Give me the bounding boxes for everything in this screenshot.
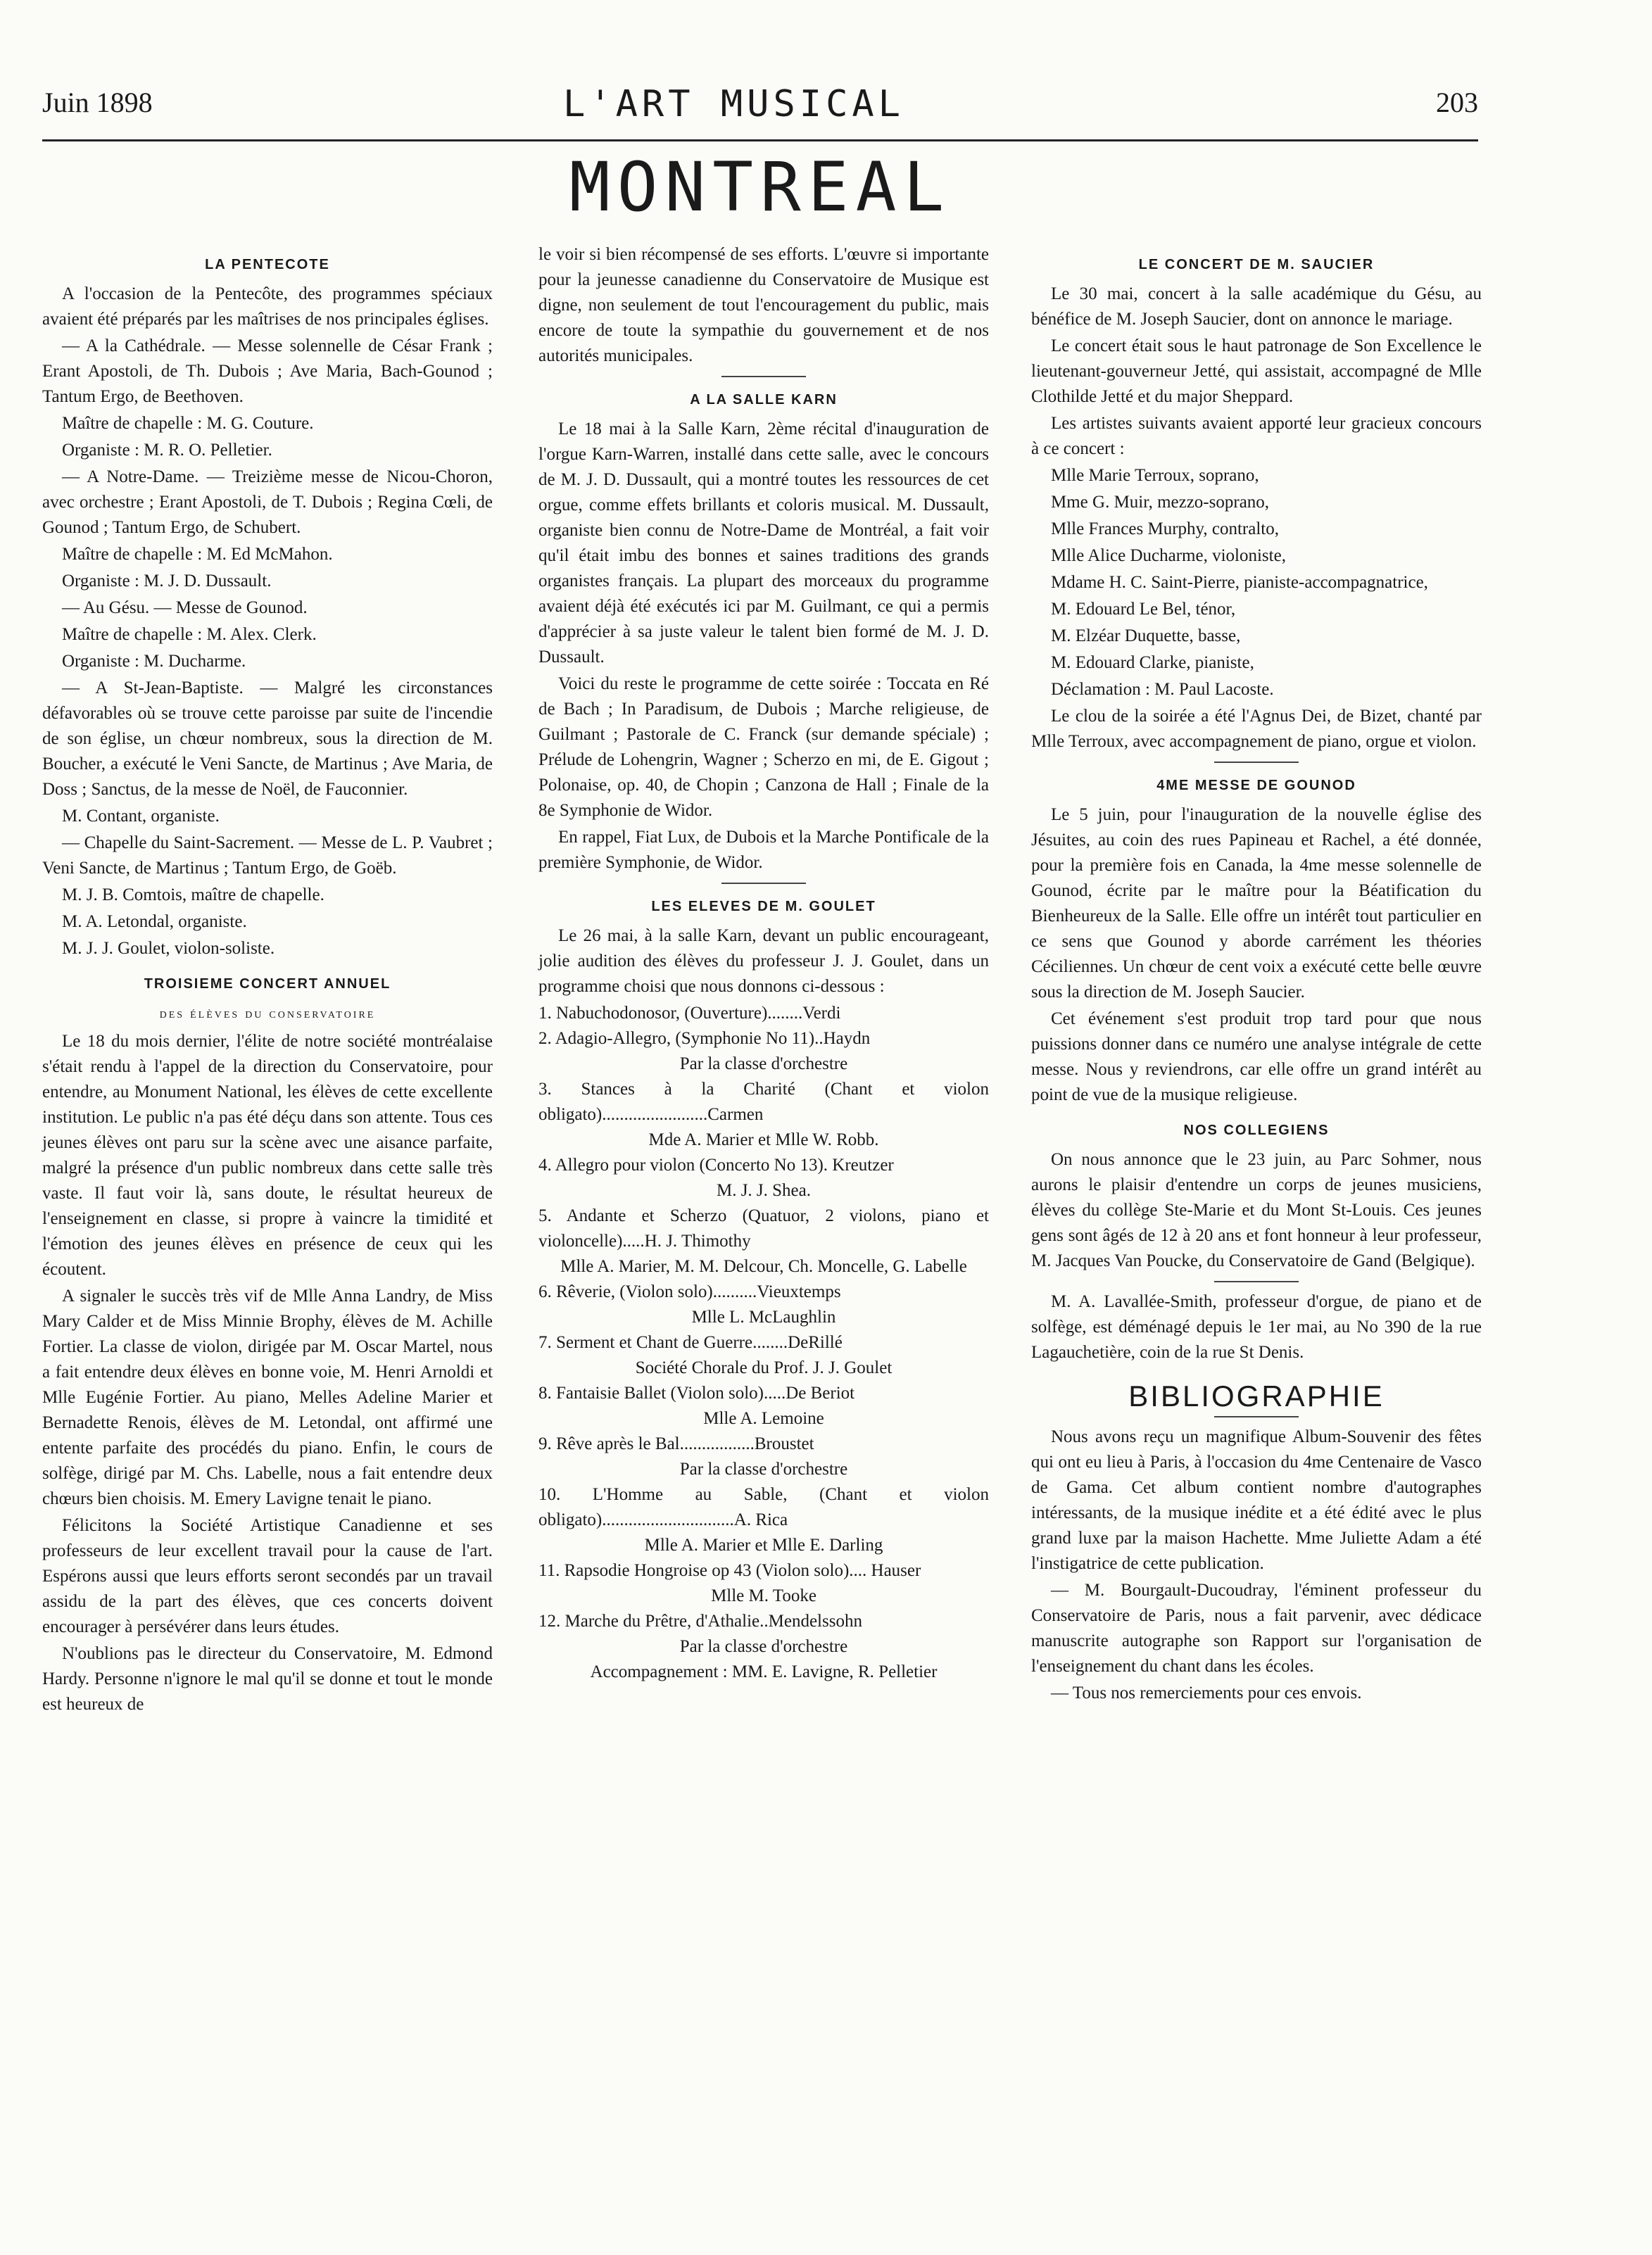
paragraph: — M. Bourgault-Ducoudray, l'éminent professeur du Conservatoire de Paris, nous a fait parvenir, avec dédicace manuscrite autographe son Rapport sur l'organisation de l'enseignement du chant dans les écoles. [1031, 1581, 1482, 1676]
program-performer: Mlle M. Tooke [711, 1586, 816, 1605]
artist-line: M. Elzéar Duquette, basse, [1051, 626, 1241, 645]
section-heading: LE CONCERT DE M. SAUCIER [1138, 257, 1375, 272]
section-heading: TROISIEME CONCERT ANNUEL [144, 976, 391, 992]
paragraph: N'oublions pas le directeur du Conservatoire, M. Edmond Hardy. Personne n'ignore le mal qu'il se donne et tout le monde est heureux de [42, 1644, 493, 1714]
running-header [42, 59, 1478, 125]
artist-line: M. Edouard Le Bel, ténor, [1051, 600, 1236, 619]
paragraph: Organiste : M. R. O. Pelletier. [62, 441, 272, 460]
program-item: 12. Marche du Prêtre, d'Athalie..Mendelssohn [538, 1612, 862, 1631]
paragraph: Les artistes suivants avaient apporté leur gracieux concours à ce concert : [1031, 414, 1482, 458]
program-performer: Mlle A. Lemoine [703, 1409, 824, 1428]
paragraph: A signaler le succès très vif de Mlle Anna Landry, de Miss Mary Calder et de Miss Minnie Brophy, élèves de M. Achille Fortier. La classe de violon, dirigée par M. Oscar Martel, nous a fait entendre deux élèves en bonne voie, M. Henri Arnoldi et Mlle Eugénie Fortier. Au piano, Melles Adeline Marier et Bernadette Renois, élèves de M. Letondal, ont affirmé une entente parfaite des procédés du piano. Enfin, le cours de solfège, dirigé par M. Chs. Labelle, nous a fait entendre deux chœurs bien choisis. M. Emery Lavigne tenait le piano. [42, 1287, 493, 1508]
paragraph: Organiste : M. Ducharme. [62, 652, 246, 671]
page-title: MONTREAL [569, 148, 952, 227]
program-item: 6. Rêverie, (Violon solo)..........Vieuxtemps [538, 1282, 841, 1301]
paragraph: Félicitons la Société Artistique Canadienne et ses professeurs de leur excellent travail pour la cause de l'art. Espérons aussi que leurs efforts seront secondés par un travail assidu de la part des élèves, que ces concerts doivent encourager à persévérer dans leurs études. [42, 1516, 493, 1636]
paragraph: Maître de chapelle : M. G. Couture. [62, 414, 314, 433]
paragraph: Le clou de la soirée a été l'Agnus Dei, de Bizet, chanté par Mlle Terroux, avec accompagnement de piano, orgue et violon. [1031, 707, 1482, 751]
program-item: 11. Rapsodie Hongroise op 43 (Violon solo).... Hauser [538, 1561, 921, 1580]
artist-line: Mlle Alice Ducharme, violoniste, [1051, 546, 1286, 565]
program-item: 3. Stances à la Charité (Chant et violon obligato)........................Carmen [538, 1080, 989, 1124]
paragraph: Cet événement s'est produit trop tard pour que nous puissions donner dans ce numéro une analyse intégrale de cette messe. Nous y reviendrons, car elle offre un grand intérêt au point de vue de la musique religieuse. [1031, 1009, 1482, 1104]
program-item: 7. Serment et Chant de Guerre........DeRillé [538, 1333, 843, 1352]
program-item: 2. Adagio-Allegro, (Symphonie No 11)..Haydn [538, 1029, 871, 1048]
program-item: 4. Allegro pour violon (Concerto No 13). Kreutzer [538, 1156, 894, 1175]
paragraph: — Tous nos remerciements pour ces envois. [1051, 1684, 1362, 1703]
header-date: Juin 1898 [42, 87, 153, 118]
paragraph: Le 18 du mois dernier, l'élite de notre société montréalaise s'était rendu à l'appel de la direction du Conservatoire, pour entendre, au Monument National, les élèves de cette excellente institution. Le public n'a pas été déçu dans son attente. Tous ces jeunes élèves ont paru sur la scène avec une aisance parfaite, malgré la présence d'un public nombreux dans cette salle très vaste. Il faut voir là, sans doute, le résultat heureux de l'enseignement en classe, si propre à vaincre la timidité et l'émotion des jeunes élèves en présence de ceux qui les écoutent. [42, 1032, 493, 1279]
paragraph: — A Notre-Dame. — Treizième messe de Nicou-Choron, avec orchestre ; Erant Apostoli, de T. Dubois ; Regina Cœli, de Gounod ; Tantum Ergo, de Schubert. [42, 467, 493, 537]
program-performer: Société Chorale du Prof. J. J. Goulet [635, 1358, 893, 1377]
paragraph: — Au Gésu. — Messe de Gounod. [62, 598, 308, 617]
program-item: 9. Rêve après le Bal.................Broustet [538, 1434, 814, 1453]
artist-line: Mlle Marie Terroux, soprano, [1051, 466, 1259, 485]
header-rule [42, 139, 1478, 141]
paragraph: Le 26 mai, à la salle Karn, devant un public encourageant, jolie audition des élèves du professeur J. J. Goulet, dans un programme choisi que nous donnons ci-dessous : [538, 926, 989, 996]
program-item: 1. Nabuchodonosor, (Ouverture)........Verdi [538, 1004, 841, 1023]
section-separator [1214, 762, 1299, 763]
paragraph: Maître de chapelle : M. Ed McMahon. [62, 545, 333, 564]
column-3 [1031, 242, 1482, 1707]
paragraph: M. J. B. Comtois, maître de chapelle. [62, 885, 324, 904]
paragraph: le voir si bien récompensé de ses efforts. L'œuvre si importante pour la jeunesse canadienne du Conservatoire de Musique est digne, non seulement de tout l'encouragement du public, mais encore de toute la sympathie du gouvernement et de nos autorités municipales. [538, 245, 989, 365]
paragraph: Le 30 mai, concert à la salle académique du Gésu, au bénéfice de M. Joseph Saucier, dont on annonce le mariage. [1031, 284, 1482, 329]
program-performer: Mlle A. Marier, M. M. Delcour, Ch. Moncelle, G. Labelle [560, 1257, 967, 1276]
program-performer: Par la classe d'orchestre [679, 1054, 848, 1073]
section-heading: LES ELEVES DE M. GOULET [651, 899, 876, 914]
section-separator [721, 376, 806, 377]
paragraph: Le 18 mai à la Salle Karn, 2ème récital d'inauguration de l'orgue Karn-Warren, installé dans cette salle, avec le concours de M. J. D. Dussault, qui a montré toutes les ressources de cet orgue, comme effets brillants et coloris musical. M. Dussault, organiste bien connu de Notre-Dame de Montréal, a fait voir qu'il était imbu des bonnes et saines traditions des grands organistes français. La plupart des morceaux du programme avaient déjà été exécutés ici par M. Guilmant, ce qui a permis d'apprécier à sa juste valeur le talent bien formé de M. J. D. Dussault. [538, 419, 989, 667]
section-heading: 4ME MESSE DE GOUNOD [1156, 778, 1356, 793]
program-accompaniment: Accompagnement : MM. E. Lavigne, R. Pelletier [590, 1662, 938, 1681]
program-performer: Mde A. Marier et Mlle W. Robb. [648, 1130, 879, 1149]
page [42, 28, 1482, 2238]
section-separator [721, 883, 806, 884]
paragraph: Le 5 juin, pour l'inauguration de la nouvelle église des Jésuites, au coin des rues Papineau et Rachel, a été donnée, pour la première fois en Canada, la 4me messe solennelle de Gounod, écrite par le maître pour la Béatification du Bienheureux de la Salle. Elle offre un intérêt tout particulier en ce sens que Gounod y aborde carrément les théories Céciliennes. Un chœur de cent voix a exécuté cette belle œuvre sous la direction de M. Joseph Saucier. [1031, 805, 1482, 1002]
artist-line: Mme G. Muir, mezzo-soprano, [1051, 493, 1270, 512]
paragraph: Organiste : M. J. D. Dussault. [62, 571, 272, 590]
paragraph: Voici du reste le programme de cette soirée : Toccata en Ré de Bach ; In Paradisum, de Dubois ; Marche religieuse, de Guilmant ; Pastorale de C. Franck (sur demande spéciale) ; Prélude de Lohengrin, Wagner ; Scherzo en mi, de E. Gigout ; Polonaise, op. 40, de Chopin ; Canzona de Hall ; Finale de la 8e Symphonie de Widor. [538, 674, 989, 820]
paragraph: — Chapelle du Saint-Sacrement. — Messe de L. P. Vaubret ; Veni Sancte, de Martinus ; Tantum Ergo, de Goëb. [42, 833, 493, 878]
section-heading-large: BIBLIOGRAPHIE [1128, 1379, 1385, 1413]
program-performer: Mlle L. McLaughlin [691, 1308, 836, 1327]
section-subheading: des élèves du conservatoire [159, 1006, 376, 1021]
paragraph: M. J. J. Goulet, violon-soliste. [62, 939, 275, 958]
artist-line: M. Edouard Clarke, pianiste, [1051, 653, 1254, 672]
program-item: 5. Andante et Scherzo (Quatuor, 2 violons, piano et violoncelle).....H. J. Thimothy [538, 1206, 989, 1251]
paragraph: En rappel, Fiat Lux, de Dubois et la Marche Pontificale de la première Symphonie, de Widor. [538, 828, 989, 872]
paragraph: A l'occasion de la Pentecôte, des programmes spéciaux avaient été préparés par les maîtrises de nos principales églises. [42, 284, 493, 329]
program-item: 8. Fantaisie Ballet (Violon solo).....De Beriot [538, 1384, 855, 1403]
paragraph: Maître de chapelle : M. Alex. Clerk. [62, 625, 317, 644]
artist-line: Mlle Frances Murphy, contralto, [1051, 519, 1279, 538]
paragraph: Nous avons reçu un magnifique Album-Souvenir des fêtes qui ont eu lieu à Paris, à l'occasion du 4me Centenaire de Vasco de Gama. Cet album contient nombre d'autographes intéressants, de la musique inédite et a été édité avec le plus grand luxe par la maison Hachette. Mme Juliette Adam a été l'instigatrice de cette publication. [1031, 1427, 1482, 1573]
paragraph: — A la Cathédrale. — Messe solennelle de César Frank ; Erant Apostoli, de Th. Dubois ; Ave Maria, Bach-Gounod ; Tantum Ergo, de Beethoven. [42, 336, 493, 406]
program-performer: Par la classe d'orchestre [679, 1460, 848, 1479]
program-performer: M. J. J. Shea. [716, 1181, 812, 1200]
program-performer: Mlle A. Marier et Mlle E. Darling [644, 1536, 883, 1555]
header-journal: L'ART MUSICAL [563, 83, 904, 125]
section-heading: LA PENTECOTE [205, 257, 330, 272]
artist-line: Déclamation : M. Paul Lacoste. [1051, 680, 1274, 699]
section-separator [1214, 1281, 1299, 1282]
program-performer: Par la classe d'orchestre [679, 1637, 848, 1656]
column-2 [538, 242, 989, 1685]
section-heading: NOS COLLEGIENS [1183, 1123, 1330, 1138]
paragraph: — A St-Jean-Baptiste. — Malgré les circonstances défavorables où se trouve cette paroisse par suite de l'incendie de son église, un chœur nombreux, sous la direction de M. Boucher, a exécuté le Veni Sancte, de Martinus ; Ave Maria, de Doss ; Sanctus, de la messe de Noël, de Fauconnier. [42, 678, 493, 799]
paragraph: M. A. Lavallée-Smith, professeur d'orgue, de piano et de solfège, est déménagé depuis le 1er mai, au No 390 de la rue Lagauchetière, coin de la rue St Denis. [1031, 1292, 1482, 1362]
column-1 [42, 242, 493, 1719]
section-heading: A LA SALLE KARN [690, 392, 838, 408]
artist-line: Mdame H. C. Saint-Pierre, pianiste-accompagnatrice, [1051, 573, 1428, 592]
paragraph: M. A. Letondal, organiste. [62, 912, 247, 931]
paragraph: Le concert était sous le haut patronage de Son Excellence le lieutenant-gouverneur Jetté, qui assistait, accompagné de Mlle Clothilde Jetté et du major Sheppard. [1031, 336, 1482, 406]
header-page-number: 203 [1436, 87, 1478, 118]
paragraph: On nous annonce que le 23 juin, au Parc Sohmer, nous aurons le plaisir d'entendre un corps de jeunes musiciens, élèves du collège Ste-Marie et du Mont St-Louis. Ces jeunes gens sont âgés de 12 à 20 ans et font honneur à leur professeur, M. Jacques Van Poucke, du Conservatoire de Gand (Belgique). [1031, 1150, 1482, 1270]
program-item: 10. L'Homme au Sable, (Chant et violon obligato)..............................A. Rica [538, 1485, 989, 1529]
section-separator [1214, 1416, 1299, 1417]
paragraph: M. Contant, organiste. [62, 807, 220, 826]
